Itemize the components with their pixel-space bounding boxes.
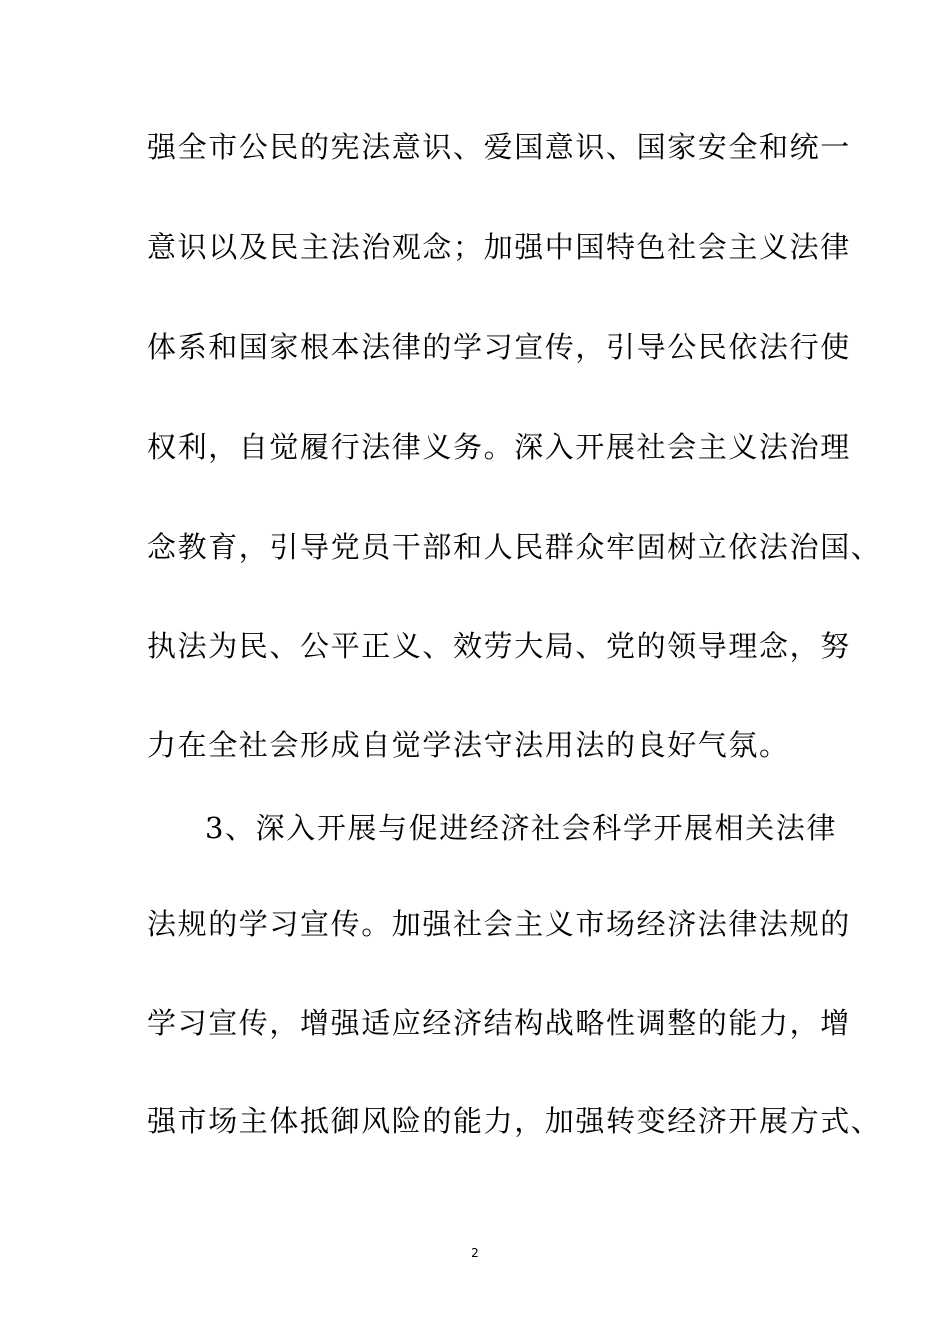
text-line: 体系和国家根本法律的学习宣传，引导公民依法行使 [147,330,851,364]
text-line: 权利，自觉履行法律义务。深入开展社会主义法治理 [147,430,851,464]
text-line: 意识以及民主法治观念；加强中国特色社会主义法律 [147,230,851,264]
text-line: 念教育，引导党员干部和人民群众牢固树立依法治国、 [147,530,882,564]
section-heading-line: 3、深入开展与促进经济社会科学开展相关法律 [205,811,838,845]
text-line: 执法为民、公平正义、效劳大局、党的领导理念，努 [147,629,851,663]
text-line: 学习宣传，增强适应经济结构战略性调整的能力，增 [147,1006,851,1040]
text-line: 力在全社会形成自觉学法守法用法的良好气氛。 [147,728,790,762]
text-line: 法规的学习宣传。加强社会主义市场经济法律法规的 [147,907,851,941]
text-line: 强市场主体抵御风险的能力，加强转变经济开展方式、 [147,1104,882,1138]
page-number: 2 [471,1246,479,1260]
text-line: 强全市公民的宪法意识、爱国意识、国家安全和统一 [147,130,851,164]
